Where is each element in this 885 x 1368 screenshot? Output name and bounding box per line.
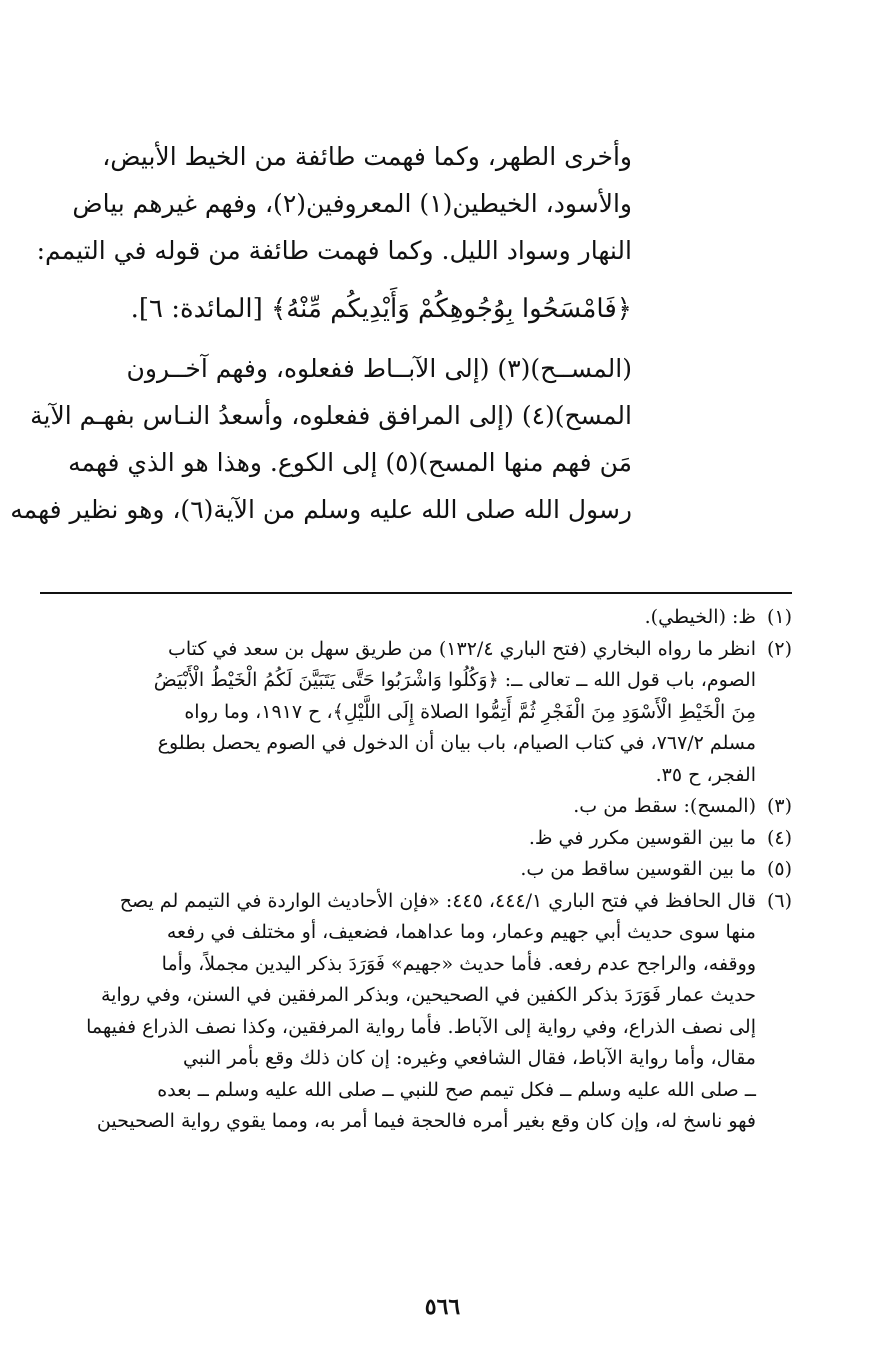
- footnotes-section: [40, 602, 792, 1138]
- footnote-line: مسلم ٧٦٧/٢، في كتاب الصيام، باب بيان أن الدخول في الصوم يحصل بطلوع: [157, 732, 756, 754]
- footnote-number: (٢): [766, 637, 792, 660]
- footnote-line: الفجر، ح ٣٥.: [655, 763, 756, 786]
- footnote-number: (٤): [766, 826, 792, 849]
- footnote-line: ما بين القوسين ساقط من ب.: [520, 858, 756, 880]
- footnote-line: حديث عمار فَوَرَدَ بذكر الكفين في الصحيحين، وبذكر المرفقين في السنن، وفي رواية: [100, 984, 756, 1006]
- footnote-1: [40, 602, 792, 634]
- footnote-line: ــ صلى الله عليه وسلم ــ فكل تيمم صح للنبي ــ صلى الله عليه وسلم ــ بعده: [157, 1078, 756, 1101]
- main-body-text: [10, 133, 632, 533]
- footnote-number: (٥): [766, 858, 792, 880]
- main-text-line: وأخرى الطهر، وكما فهمت طائفة من الخيط الأبيض،: [102, 142, 632, 171]
- footnote-number: (٣): [766, 795, 792, 817]
- main-text-line: المسح)(٤) (إلى المرافق ففعلوه، وأسعدُ النـاس بفهـم الآية: [30, 401, 632, 430]
- footnote-line: انظر ما رواه البخاري (فتح الباري ١٣٢/٤) من طريق سهل بن سعد في كتاب: [167, 637, 756, 660]
- footnote-3: [40, 791, 792, 823]
- main-text-line: رسول الله صلى الله عليه وسلم من الآية(٦)، وهو نظير فهمه: [10, 495, 632, 524]
- footnote-body: [40, 886, 756, 1138]
- footnote-5: [40, 854, 792, 886]
- footnote-body: [40, 854, 756, 886]
- footnote-line: ووقفه، والراجح عدم رفعه. فأما حديث «جهيم» فَوَرَدَ بذكر اليدين مجملاً، وأما: [161, 952, 756, 975]
- quran-verse: ﴿فَامْسَحُوا بِوُجُوهِكُمْ وَأَيْدِيكُم مِّنْهُ﴾ [المائدة: ٦].: [130, 294, 632, 324]
- footnote-body: [40, 602, 756, 634]
- footnote-4: [40, 823, 792, 855]
- footnote-line: ما بين القوسين مكرر في ظ.: [528, 826, 756, 849]
- main-text-line: والأسود، الخيطين(١) المعروفين(٢)، وفهم غيرهم بياض: [72, 189, 632, 218]
- main-text-line: مَن فهم منها المسح)(٥) إلى الكوع. وهذا هو الذي فهمه: [68, 448, 632, 477]
- main-text-line: النهار وسواد الليل. وكما فهمت طائفة من قوله في التيمم:: [36, 236, 632, 265]
- footnote-divider: [40, 592, 792, 594]
- footnote-line: قال الحافظ في فتح الباري ٤٤٤/١، ٤٤٥: «فإن الأحاديث الواردة في التيمم لم يصح: [119, 889, 756, 912]
- footnote-line: فهو ناسخ له، وإن كان وقع بغير أمره فالحجة فيما أمر به، ومما يقوي رواية الصحيحين: [96, 1110, 756, 1132]
- footnote-6: [40, 886, 792, 1138]
- footnote-line: إلى نصف الذراع، وفي رواية إلى الآباط. فأما رواية المرفقين، وكذا نصف الذراع ففيهما: [86, 1015, 756, 1038]
- footnote-line: ظ: (الخيطي).: [644, 606, 756, 628]
- footnote-line: الصوم، باب قول الله ــ تعالى ــ: ﴿وَكُلُوا وَاشْرَبُوا حَتَّى يَتَبَيَّنَ لَكُمُ الْخَيْطُ الْأَبْيَضُ: [153, 669, 756, 691]
- footnote-2: [40, 634, 792, 792]
- footnote-line: مقال، وأما رواية الآباط، فقال الشافعي وغيره: إن كان ذلك وقع بأمر النبي: [182, 1047, 756, 1069]
- footnote-line: منها سوى حديث أبي جهيم وعمار، وما عداهما، فضعيف، أو مختلف في رفعه: [166, 921, 756, 943]
- footnote-number: (٦): [766, 889, 792, 912]
- footnote-body: [40, 791, 756, 823]
- main-text-line: (المســح)(٣) (إلى الآبــاط ففعلوه، وفهم آخــرون: [126, 354, 632, 383]
- page-number: ٥٦٦: [424, 1294, 461, 1320]
- footnote-body: [40, 634, 756, 792]
- footnote-body: [40, 823, 756, 855]
- footnote-line: (المسح): سقط من ب.: [573, 795, 756, 817]
- footnote-number: (١): [766, 606, 792, 628]
- footnote-line: مِنَ الْخَيْطِ الْأَسْوَدِ مِنَ الْفَجْرِ ثُمَّ أَتِمُّوا الصلاة إِلَى اللَّيْلِ﴾، ح ١٩١٧، وما رواه: [184, 700, 756, 723]
